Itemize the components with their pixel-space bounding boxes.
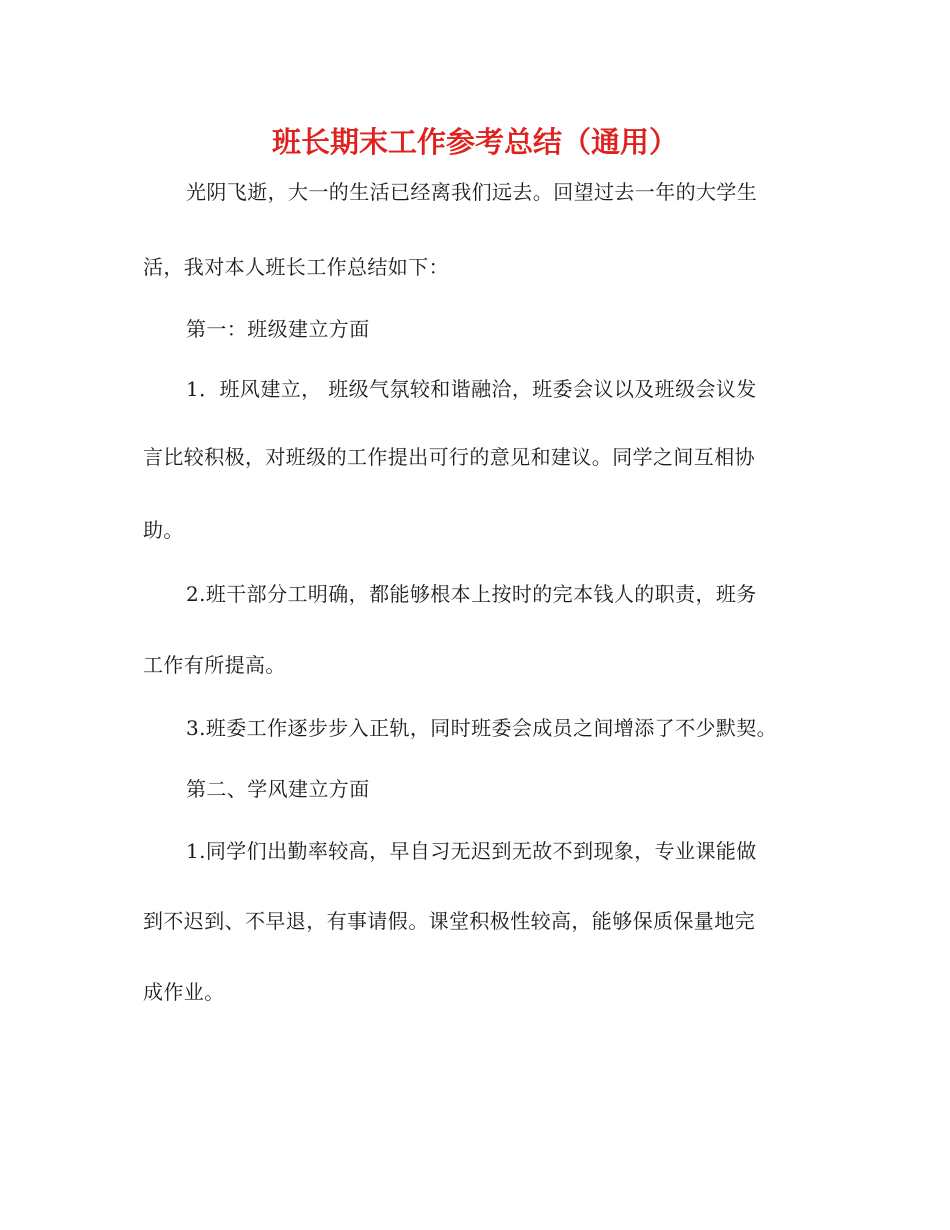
document-title: 班长期末工作参考总结（通用） (271, 125, 678, 159)
paragraph-line-10: 到不迟到、不早退，有事请假。课堂积极性较高，能够保质保量地完 (143, 909, 755, 933)
paragraph-line-4: 言比较积极，对班级的工作提出可行的意见和建议。同学之间互相协 (143, 445, 755, 469)
section-heading-study-atmosphere: 第二、学风建立方面 (186, 777, 370, 801)
paragraph-line-2: 活，我对本人班长工作总结如下： (143, 255, 449, 279)
paragraph-line-8: 3.班委工作逐步步入正轨，同时班委会成员之间增添了不少默契。 (186, 716, 778, 740)
paragraph-line-3: 1．班风建立， 班级气氛较和谐融洽，班委会议以及班级会议发 (186, 377, 757, 401)
paragraph-line-1: 光阴飞逝，大一的生活已经离我们远去。回望过去一年的大学生 (186, 180, 758, 204)
paragraph-line-9: 1.同学们出勤率较高，早自习无迟到无故不到现象，专业课能做 (186, 839, 757, 863)
paragraph-line-7: 工作有所提高。 (143, 653, 286, 677)
paragraph-line-11: 成作业。 (143, 980, 225, 1004)
paragraph-line-6: 2.班干部分工明确，都能够根本上按时的完本钱人的职责，班务 (186, 582, 757, 606)
paragraph-line-5: 助。 (143, 518, 184, 542)
section-heading-class-building: 第一：班级建立方面 (186, 317, 370, 341)
